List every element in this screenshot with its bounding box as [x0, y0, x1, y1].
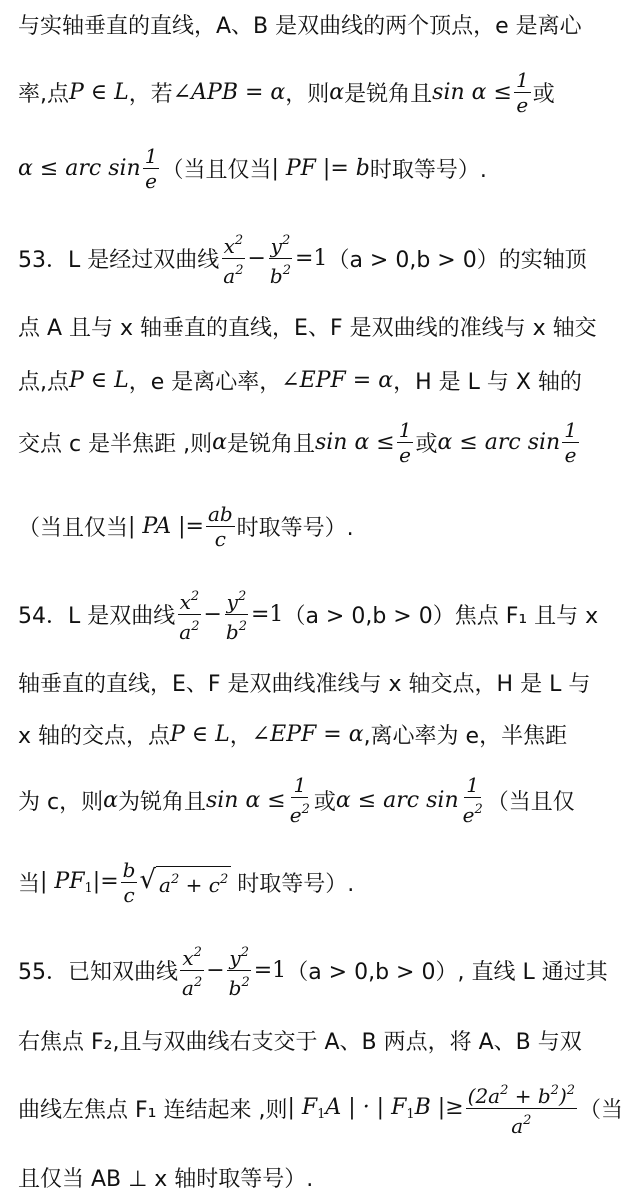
fraction: $\frac{x^2}{a^2}$: [221, 229, 245, 288]
fraction: $\frac{y^2}{b^2}$: [224, 585, 249, 644]
math-expression: P ∈ L: [69, 79, 129, 105]
math-expression: α ≤ arc sin: [335, 787, 459, 813]
math-expression: =1: [295, 245, 328, 271]
math-expression: α: [212, 429, 227, 455]
math-expression: ∠EPF = α: [281, 367, 394, 393]
math-expression: =1: [251, 601, 284, 627]
line-text: 或: [532, 81, 555, 107]
line-text: 点 A 且与 x 轴垂直的直线，E、F 是双曲线的准线与 x 轴交: [18, 315, 597, 341]
line-text: 是锐角且: [226, 431, 315, 457]
line-text: 54．L 是双曲线: [18, 603, 176, 629]
fraction: $\frac{y^2}{b^2}$: [227, 941, 252, 1000]
line-text: 为 c，则: [18, 789, 104, 815]
math-expression: ∠APB = α: [172, 79, 286, 105]
math-expression: α: [329, 79, 345, 105]
fraction: $\frac{1}{e}$: [144, 143, 158, 193]
text-line-17: [18, 1162, 313, 1193]
math-operator: −: [203, 601, 222, 627]
fraction: $\frac{(2a^2 + b^2)^2}{a^2}$: [466, 1079, 577, 1138]
math-expression: sin α ≤: [205, 787, 286, 813]
line-text: 时取等号）.: [236, 515, 354, 541]
line-text: （当且仅当: [18, 515, 129, 541]
math-expression: | PF |= b: [271, 155, 370, 181]
line-text: 曲线左焦点 F₁ 连结起来 ,则: [18, 1097, 288, 1123]
text-line-13: [18, 852, 628, 912]
text-line-16: [18, 1076, 628, 1140]
line-text: ，若: [128, 81, 173, 107]
line-text: 或: [415, 431, 438, 457]
problem-55-line-1: [18, 938, 628, 1002]
math-expression: | PA |=: [128, 513, 204, 539]
text-line-2: [18, 64, 628, 120]
math-expression: | $F_1A$ | · | $F_1B$ |≥: [287, 1094, 464, 1122]
line-text: 率,点: [18, 81, 69, 107]
line-text: 右焦点 F₂,且与双曲线右支交于 A、B 两点，将 A、B 与双: [18, 1029, 582, 1055]
line-text: （当: [579, 1097, 624, 1123]
text-line-12: [18, 770, 628, 830]
line-text: 为锐角且: [117, 789, 206, 815]
math-expression: =1: [253, 957, 287, 983]
line-text: 55．已知双曲线: [18, 959, 178, 985]
fraction: $\frac{1}{e^2}$: [289, 773, 310, 827]
line-text: （当且仅: [486, 789, 575, 815]
line-text: （a > 0,b > 0）的实轴顶: [327, 247, 587, 273]
fraction: $\frac{x^2}{a^2}$: [180, 941, 204, 1000]
fraction: $\frac{b}{c}$: [122, 857, 136, 907]
line-text: （当且仅当: [161, 157, 272, 183]
line-text: x 轴的交点，点: [18, 723, 171, 749]
line-text: 当: [18, 871, 41, 897]
line-text: ，e 是离心率，: [128, 369, 282, 395]
fraction: $\frac{1}{e}$: [564, 417, 577, 467]
line-text: （a > 0,b > 0）焦点 F₁ 且与 x: [283, 603, 599, 629]
text-line-15: [18, 1022, 628, 1058]
line-text: 点,点: [18, 369, 69, 395]
math-operator: −: [206, 957, 225, 983]
line-text: 与实轴垂直的直线，A、B 是双曲线的两个顶点，e 是离心: [18, 13, 582, 39]
fraction: $\frac{x^2}{a^2}$: [177, 585, 201, 644]
fraction: $\frac{1}{e}$: [398, 417, 412, 467]
square-root: √ $a^2 + c^2$: [139, 866, 231, 898]
text-line-3: [18, 140, 628, 196]
line-text: ,离心率为 e，半焦距: [363, 723, 568, 749]
math-expression: P ∈ L: [170, 721, 230, 747]
text-line-1: [18, 6, 628, 42]
text-line-6: [18, 362, 628, 398]
line-text: ，: [229, 723, 252, 749]
line-text: 53．L 是经过双曲线: [18, 247, 220, 273]
line-text: 交点 c 是半焦距 ,则: [18, 431, 213, 457]
line-text: 或: [313, 789, 336, 815]
line-text: 时取等号）.: [237, 871, 355, 897]
math-expression: sin α ≤: [314, 429, 395, 455]
problem-54-line-1: [18, 582, 628, 646]
math-expression: ∠EPF = α: [251, 721, 364, 747]
fraction: $\frac{ab}{c}$: [207, 501, 233, 551]
line-text: （a > 0,b > 0）, 直线 L 通过其: [286, 959, 608, 985]
math-expression: α: [103, 787, 118, 813]
math-expression: sin α ≤: [432, 79, 512, 105]
text-line-10: [18, 664, 628, 700]
fraction: $\frac{1}{e}$: [515, 67, 529, 117]
line-text: ，H 是 L 与 X 轴的: [393, 369, 582, 395]
text-line-5: [18, 308, 628, 344]
text-line-7: [18, 414, 628, 470]
fraction: $\frac{1}{e^2}$: [462, 773, 483, 827]
fraction: $\frac{y^2}{b^2}$: [268, 229, 293, 288]
line-text: 时取等号）.: [369, 157, 487, 183]
text-line-8: [18, 498, 628, 554]
math-expression: | $PF_1|=$: [40, 868, 119, 896]
line-text: ，则: [285, 81, 330, 107]
text-line-11: [18, 716, 628, 752]
math-expression: α ≤ arc sin: [437, 429, 561, 455]
math-operator: −: [247, 245, 266, 271]
line-text: 且仅当 AB ⊥ x 轴时取等号）.: [18, 1167, 314, 1192]
line-text: 是锐角且: [344, 81, 433, 107]
problem-53-line-1: [18, 226, 628, 290]
math-expression: P ∈ L: [69, 367, 129, 393]
line-text: 轴垂直的直线，E、F 是双曲线准线与 x 轴交点，H 是 L 与: [18, 671, 591, 697]
math-expression: α ≤ arc sin: [18, 155, 141, 181]
